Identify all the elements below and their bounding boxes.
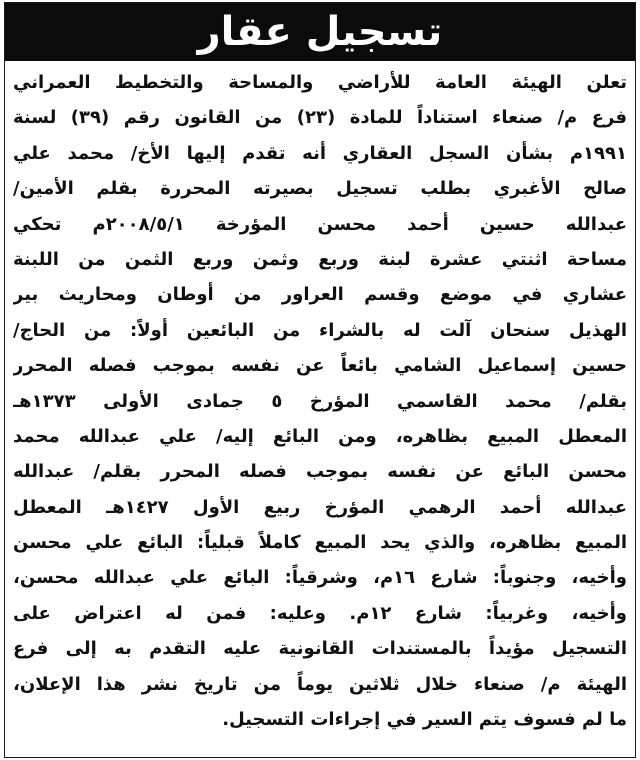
property-registration-notice xyxy=(4,2,636,758)
title-banner xyxy=(5,3,635,61)
notice-body xyxy=(13,65,627,737)
body-line: ١٩٩١م بشأن السجل العقاري أنه تقدم إليها الأخ/ محمد علي xyxy=(13,142,627,164)
body-line: حسين إسماعيل الشامي بائعاً عن نفسه بموجب فصله المحرر xyxy=(13,355,627,377)
body-line: مساحة اثنتي عشرة لبنة وربع وثمن وربع الثمن من اللبنة xyxy=(13,248,627,270)
body-line: وأخيه، وجنوباً: شارع ١٦م، وشرقياً: البائع علي عبدالله محسن، xyxy=(13,567,627,589)
body-line: عبدالله أحمد الرهمي المؤرخ ربيع الأول ١٤٢٧هـ المعطل xyxy=(13,496,627,518)
body-line: الهيئة م/ صنعاء خلال ثلاثين يوماً من تاريخ نشر هذا الإعلان، xyxy=(13,673,627,695)
body-line: بقلم/ محمد القاسمي المؤرخ ٥ جمادى الأولى ١٣٧٣هـ xyxy=(13,390,627,412)
body-line: ما لم فسوف يتم السير في إجراءات التسجيل. xyxy=(222,709,627,731)
body-line: الهذيل سنحان آلت له بالشراء من البائعين أولاً: من الحاج/ xyxy=(13,319,627,341)
body-line: محسن البائع عن نفسه بموجب فصله المحرر بقلم/ عبدالله xyxy=(13,461,627,483)
body-line: عشاري في موضع وقسم العراور من أوطان ومحاريث بير xyxy=(13,284,627,306)
body-line: عبدالله حسين أحمد محسن المؤرخة ٢٠٠٨/٥/١م تحكي xyxy=(13,213,627,235)
notice-title: تسجيل عقار xyxy=(197,9,443,55)
body-line: المبيع بظاهره، والذي يحد المبيع كاملاً قبلياً: البائع علي محسن xyxy=(13,532,627,554)
body-line: تعلن الهيئة العامة للأراضي والمساحة والتخطيط العمراني xyxy=(13,72,627,93)
body-line: وأخيه، وغربياً: شارع ١٢م. وعليه: فمن له اعتراض على xyxy=(13,602,627,624)
body-line: فرع م/ صنعاء استناداً للمادة (٢٣) من القانون رقم (٣٩) لسنة xyxy=(13,107,627,129)
body-line: صالح الأغبري بطلب تسجيل بصيرته المحررة بقلم الأمين/ xyxy=(13,178,627,200)
body-line: التسجيل مؤيداً بالمستندات القانونية عليه التقدم به إلى فرع xyxy=(13,638,627,660)
body-line: المعطل المبيع بظاهره، ومن البائع إليه/ علي عبدالله محمد xyxy=(13,425,627,447)
